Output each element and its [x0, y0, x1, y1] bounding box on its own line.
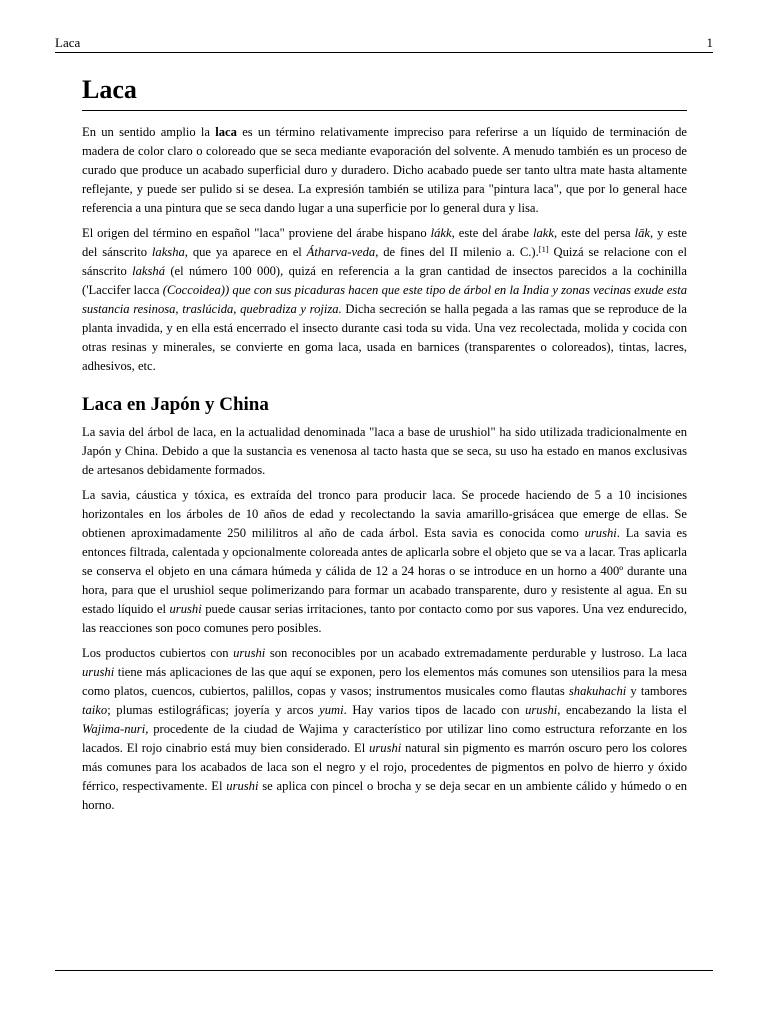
text-run: , que ya aparece en el — [184, 245, 307, 259]
text-run: , este del persa — [553, 226, 635, 240]
italic-text: urushi — [584, 526, 617, 540]
section-heading: Laca en Japón y China — [82, 394, 269, 415]
text-run: , procedente de la ciudad de Wajima y característico por utilizar lino como estructura reforzante en los lacados. El rojo cinabrio está muy bien considerado. El — [82, 722, 687, 755]
text-run: Quizá se relacione con el sánscrito — [82, 245, 687, 278]
italic-text: urushi — [82, 665, 115, 679]
italic-text: Átharva-veda — [306, 245, 376, 259]
paragraph-urushiol — [82, 423, 687, 480]
text-run: son reconocibles por un acabado extremadamente perdurable y lustroso. La laca — [265, 646, 687, 660]
italic-text: (Coccoidea)) que con sus picaduras hacen que este tipo de árbol en la India y zonas vecinas exude esta sustancia resinosa, traslúcida, quebradiza y rojiza. — [82, 283, 687, 316]
page-number: 1 — [706, 35, 713, 50]
italic-text: laksha — [151, 245, 185, 259]
text-run: La savia del árbol de laca, en la actualidad denominada "laca a base de urushiol" ha sido utilizada tradicionalmente en Japón y China. Debido a que la sustancia es venenosa al tacto hasta que se seca, su uso ha estado en manos exclusivas de artesanos debidamente formados. — [82, 425, 687, 477]
text-run: natural sin pigmento es marrón oscuro pero los colores más comunes para los acabados de laca son el negro y el rojo, procedentes de pigmentos en polvo de hierro y óxido férrico, respectivamente. El — [82, 741, 687, 793]
text-run: . La savia es entonces filtrada, calentada y opcionalmente coloreada antes de aplicarla sobre el objeto que se va a lacar. Tras aplicarla se conserva el objeto en una cámara húmeda y cálida de 12 a 24 horas o se introduce en un horno a 400º durante una hora, para que el urushiol seque polimerizando para formar un acabado transparente, duro y resistente al agua. En su estado líquido el — [82, 526, 687, 616]
italic-text: Wajima-nuri — [82, 722, 146, 736]
text-run: En un sentido amplio la — [82, 125, 216, 139]
italic-text: urushi — [226, 779, 259, 793]
italic-text: urushi — [369, 741, 402, 755]
italic-text: urushi — [525, 703, 558, 717]
article-body — [82, 75, 687, 821]
text-run: (el número 100 000), quizá en referencia a la gran cantidad de insectos parecidos a la cochinilla ('Laccifer lacca — [82, 264, 687, 297]
text-run: , encabezando la lista el — [557, 703, 688, 717]
text-run: La savia, cáustica y tóxica, es extraída del tronco para producir laca. Se procede haciendo de 5 a 10 incisiones horizontales en los árboles de 10 años de edad y recolectando la savia amarillo-grisácea que emerge de ellas. Se obtienen aproximadamente 250 mililitros al año de cada árbol. Esta savia es conocida como — [82, 488, 687, 540]
italic-text: yumi — [319, 703, 344, 717]
italic-text: shakuhachi — [568, 684, 627, 698]
italic-text: taiko — [82, 703, 108, 717]
text-run: . Hay varios tipos de lacado con — [343, 703, 526, 717]
paragraph-etymology — [82, 224, 687, 376]
italic-text: lákk — [430, 226, 452, 240]
text-run: , y este del sánscrito — [82, 226, 687, 259]
text-run: y tambores — [626, 684, 687, 698]
text-run: puede causar serias irritaciones, tanto por contacto como por sus vapores. Una vez endurecido, las reacciones son poco comunes pero posibles. — [82, 602, 687, 635]
citation-ref[interactable]: [1] — [538, 244, 549, 254]
italic-text: lāk — [634, 226, 650, 240]
paragraph-products — [82, 644, 687, 815]
text-run: ; plumas estilográficas; joyería y arcos — [107, 703, 320, 717]
italic-text: lakshá — [132, 264, 166, 278]
running-header — [55, 36, 713, 53]
italic-text: lakk — [532, 226, 554, 240]
italic-text: urushi — [169, 602, 202, 616]
header-title: Laca — [55, 35, 81, 50]
bold-term: laca — [215, 125, 237, 139]
paragraph-intro — [82, 123, 687, 218]
text-run: Los productos cubiertos con — [82, 646, 234, 660]
italic-text: urushi — [233, 646, 266, 660]
paragraph-process — [82, 486, 687, 638]
text-run: Dicha secreción se halla pegada a las ramas que se reproduce de la planta invadida, y en ella está encerrado el insecto durante casi toda su vida. Una vez recolectada, molida y cocida con otras resinas y minerales, se convierte en goma laca, usada en barnices (transparentes o coloreados), tintas, lacres, adhesivos, etc. — [82, 302, 687, 373]
text-run: se aplica con pincel o brocha y se deja secar en un ambiente cálido y húmedo o en horno. — [82, 779, 687, 812]
text-run: , de fines del II milenio a. C.). — [375, 245, 539, 259]
article-title: Laca — [82, 75, 687, 111]
footer-rule — [55, 970, 713, 971]
text-run: es un término relativamente impreciso para referirse a un líquido de terminación de madera de color claro o coloreado que se seca mediante evaporación del solvente. A menudo también es un proceso de curado que produce un acabado superficial duro y duradero. Dicho acabado puede ser tanto ultra mate hasta altamente reflejante, y puede ser pulido si se desea. La expresión también se utiliza para "pintura laca", que por lo general hace referencia a una pintura que se seca dando lugar a una superficie por lo general dura y lisa. — [82, 125, 687, 215]
text-run: , este del árabe — [451, 226, 533, 240]
text-run: El origen del término en español "laca" proviene del árabe hispano — [82, 226, 431, 240]
text-run: tiene más aplicaciones de las que aquí se exponen, pero los elementos más comunes son utensilios para la mesa como platos, cuencos, cubiertos, palillos, copas y vasos; instrumentos musicales como flautas — [82, 665, 687, 698]
